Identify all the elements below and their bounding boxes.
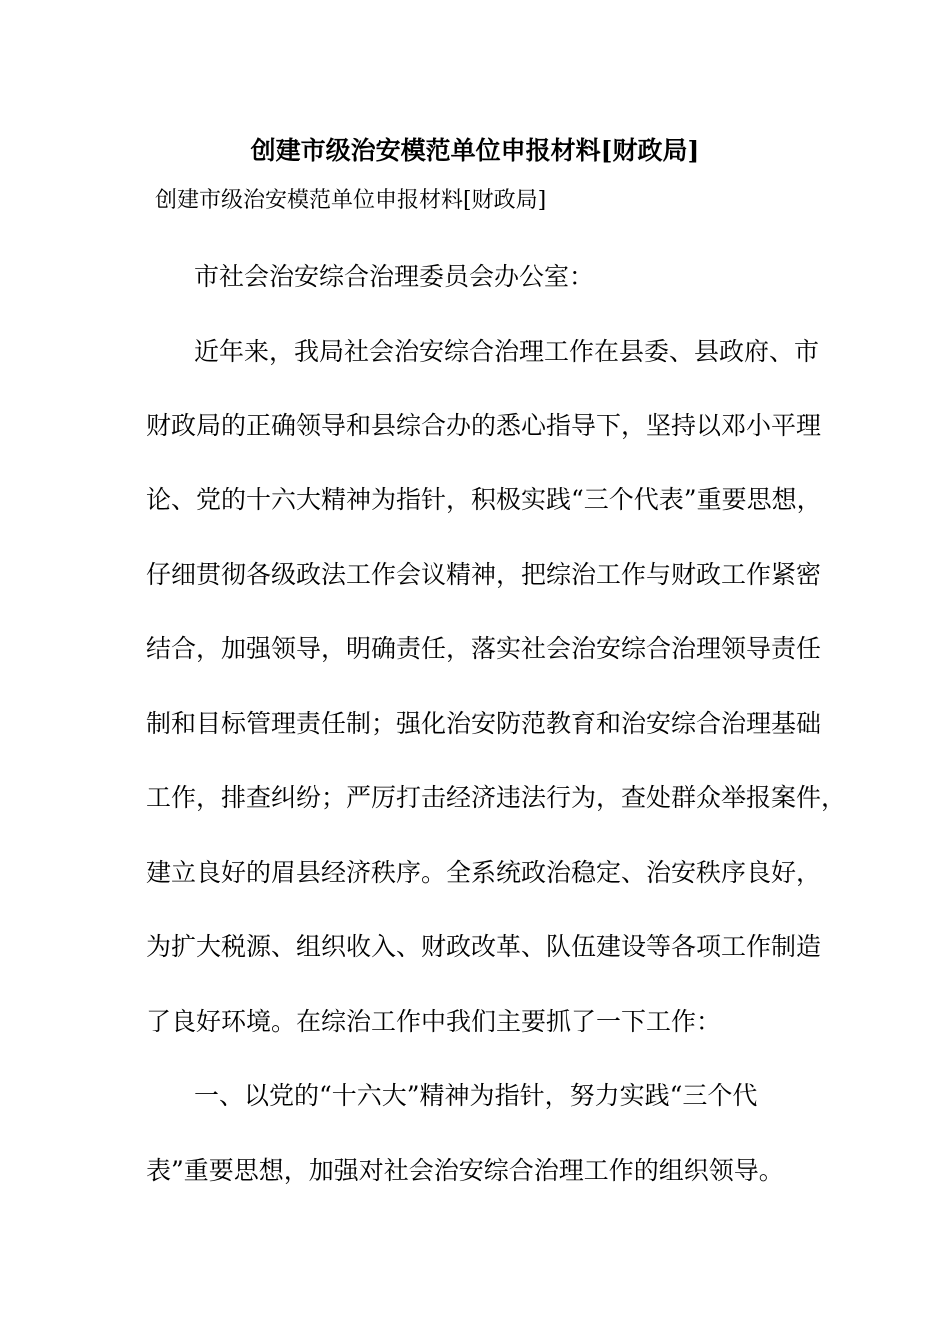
body-line: 结合，加强领导，明确责任，落实社会治安综合治理领导责任	[146, 634, 822, 663]
body-line: 为扩大税源、组织收入、财政改革、队伍建设等各项工作制造	[146, 932, 822, 961]
section-heading-line: 一、以党的“十六大”精神为指针，努力实践“三个代	[194, 1081, 758, 1110]
document-title: 创建市级治安模范单位申报材料[财政局]	[250, 136, 700, 165]
section-heading-line: 表”重要思想，加强对社会治安综合治理工作的组织领导。	[146, 1156, 784, 1185]
body-line: 工作，排查纠纷；严厉打击经济违法行为，查处群众举报案件，	[146, 783, 847, 812]
document-subtitle: 创建市级治安模范单位申报材料[财政局]	[155, 188, 547, 213]
body-line: 近年来，我局社会治安综合治理工作在县委、县政府、市	[194, 337, 820, 366]
body-line: 建立良好的眉县经济秩序。全系统政治稳定、治安秩序良好，	[146, 858, 822, 887]
body-line: 财政局的正确领导和县综合办的悉心指导下，坚持以邓小平理	[146, 411, 822, 440]
body-line: 制和目标管理责任制；强化治安防范教育和治安综合治理基础	[146, 709, 822, 738]
body-line: 论、党的十六大精神为指针，积极实践“三个代表”重要思想，	[146, 485, 822, 514]
body-line: 了良好环境。在综治工作中我们主要抓了一下工作：	[146, 1007, 722, 1036]
salutation: 市社会治安综合治理委员会办公室：	[194, 262, 595, 291]
body-line: 仔细贯彻各级政法工作会议精神，把综治工作与财政工作紧密	[146, 560, 822, 589]
